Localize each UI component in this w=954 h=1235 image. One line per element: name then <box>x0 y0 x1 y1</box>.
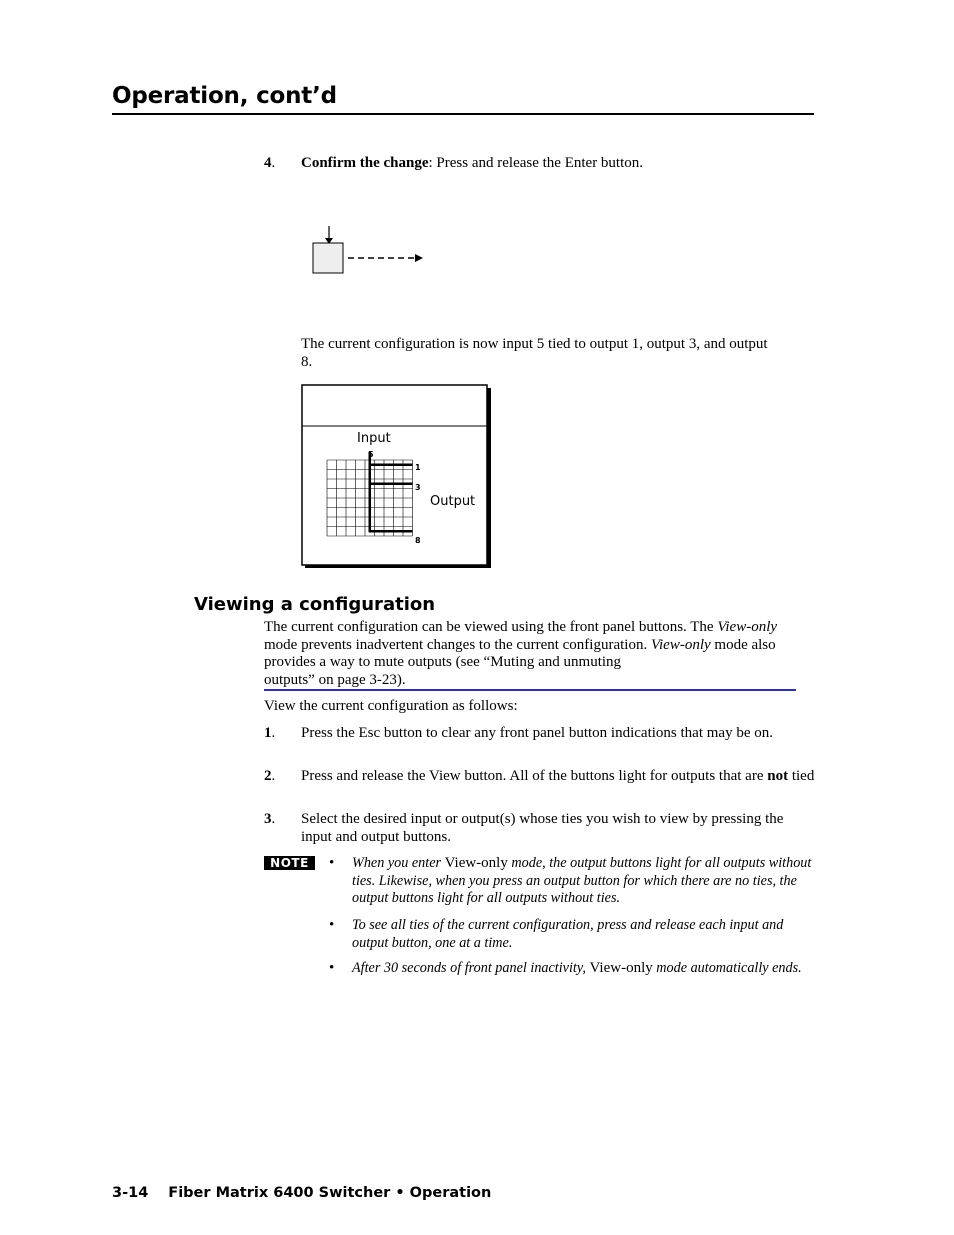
enter-button-icon <box>313 243 343 273</box>
page-footer <box>112 1185 491 1201</box>
section-heading: Viewing a configuration <box>194 594 436 615</box>
footer-text: Fiber Matrix 6400 Switcher • Operation <box>168 1185 492 1201</box>
note-bullet-1: When you enter View-only mode, the output buttons light for all outputs without ties. Likewise, when you press an output button for which there are no ties, the output buttons light for all outputs without ties. <box>352 855 812 906</box>
list-item: 2. Press and release the View button. All of the buttons light for outputs that are not tied <box>264 768 815 784</box>
config-text: The current configuration is now input 5 tied to output 1, output 3, and output 8. <box>301 336 768 370</box>
bullet-icon: • <box>329 917 335 933</box>
step-4-text: Confirm the change: Press and release the Enter button. <box>301 155 644 171</box>
input-label: Input <box>357 431 391 446</box>
lead-text: View the current configuration as follows: <box>264 698 518 714</box>
page-title: Operation, cont’d <box>112 83 337 109</box>
note-bullet-3: After 30 seconds of front panel inactivity, View-only mode automatically ends. <box>352 960 802 976</box>
step-4: 4. Confirm the change: Press and release the Enter button. <box>264 155 644 171</box>
dashed-arrow-head <box>415 254 423 262</box>
note-bullet-2: To see all ties of the current configuration, press and release each input and output button, one at a time. <box>352 917 784 951</box>
output-number-label: 1 <box>415 463 421 472</box>
list-item: 1. Press the Esc button to clear any front panel button indications that may be on. <box>264 725 773 741</box>
input-number-label: 5 <box>368 450 374 459</box>
output-number-label: 8 <box>415 536 421 545</box>
cross-reference-link[interactable]: outputs” on page 3-23). <box>264 672 796 691</box>
enter-button-illustration <box>305 222 435 282</box>
list-item: 3. Select the desired input or output(s) whose ties you wish to view by pressing the input and output buttons. <box>264 811 784 845</box>
bullet-icon: • <box>329 855 335 871</box>
matrix-svg <box>301 384 491 568</box>
page-number: 3-14 <box>112 1185 149 1201</box>
output-label: Output <box>430 494 476 509</box>
diagram-frame <box>302 385 487 565</box>
output-number-label: 3 <box>415 483 421 492</box>
intro-paragraph: The current configuration can be viewed using the front panel buttons. The View-only mode prevents inadvertent changes to the current configuration. View-only mode also provides a way to mute outputs (see “Muting and unmuting <box>264 619 778 670</box>
matrix-diagram <box>301 384 491 568</box>
bullet-icon: • <box>329 960 335 976</box>
note-badge: NOTE <box>264 856 315 870</box>
title-rule <box>112 113 814 115</box>
step-number: 4 <box>264 155 272 171</box>
